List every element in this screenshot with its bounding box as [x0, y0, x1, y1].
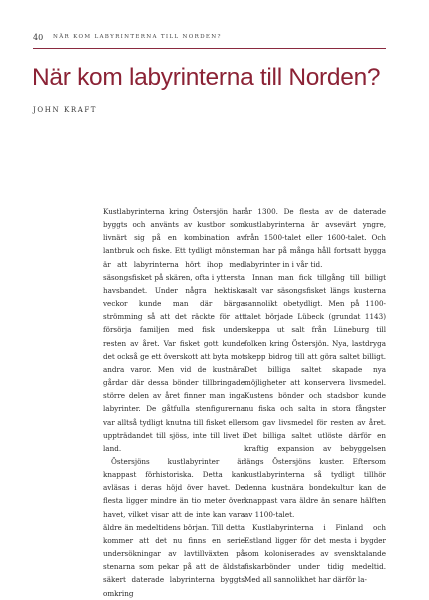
paragraph: Kustlabyrinterna kring Östersjön har byggts och använts av kustbor som livnärt sig på en kombination av lantbruk och fiske. Ett tydligt mönster är att labyrinterna hört ihop med säsongsfisket på skären, ofta i yttersta havsbandet. Under några hektiska veckor kunde man där bärga strömming så att det räckte för att försörja familjen med fisk under resten av året. Var fisket gott kunde det också ge ett överskott att byta mot andra varor. Men vid de kustnära gårdar där dessa bönder tillbringade större delen av året finner man inga labyrinter. De gåtfulla stenfigurerna var alltså tydligt knutna till fisket eller uppträdandet till sjöss, inte till livet i land. [103, 207, 245, 453]
header-rule [33, 48, 386, 49]
author-name: JOHN KRAFT [33, 106, 98, 114]
paragraph: Innan man fick tillgång till billigt salt var säsongsfisket längs kusterna sannolikt obetydligt. Men på 1100-talet började Lübeck (grundat 1143) skeppa ut salt från Lüneburg till folken kring Östersjön. Nya, lastdryga skepp bidrog till att göra saltet billigt. Det billiga saltet skapade nya möjligheter att konservera livsmedel. Kustens bönder och stadsbor kunde nu fiska och salta in stora fångster som gav livsmedel för resten av året. Det billiga saltet utlöste därför en kraftig expansion av bebyggelsen längs Östersjöns kuster. Eftersom kustlabyrinterna så tydligt tillhör denna kustnära bondekultur kan de knappast vara äldre än senare hälften av 1100-talet. [244, 272, 386, 519]
paragraph: Kustlabyrinterna i Finland och Estland ligger för det mesta i bygder som koloniserades av svensktalande fiskarbönder under tidig medeltid. Med all sannolikhet har därför la- [244, 522, 386, 585]
body-column-right [244, 205, 386, 587]
article-title: När kom labyrinterna till Norden? [32, 64, 381, 91]
paragraph: år 1300. De flesta av de daterade kustlabyrinterna är avsevärt yngre, från 1500-talet eller 1600-talet. Och man har på många håll fortsatt bygga labyrinter in i vår tid. [244, 207, 386, 269]
page-number: 40 [33, 33, 44, 42]
body-column-left [103, 205, 245, 600]
paragraph: Östersjöns kustlabyrinter är knappast förhistoriska. Detta kan avläsas i deras höjd över havet. De flesta ligger mindre än tio meter över havet, vilket visar att de inte kan vara äldre än medeltidens början. Till detta kommer att det nu finns en serie undersökningar av lavtillväxten på stenarna som pekar på att de äldsta säkert daterade labyrinterna byggts omkring [103, 456, 245, 598]
running-head: NÄR KOM LABYRINTERNA TILL NORDEN? [53, 33, 222, 40]
